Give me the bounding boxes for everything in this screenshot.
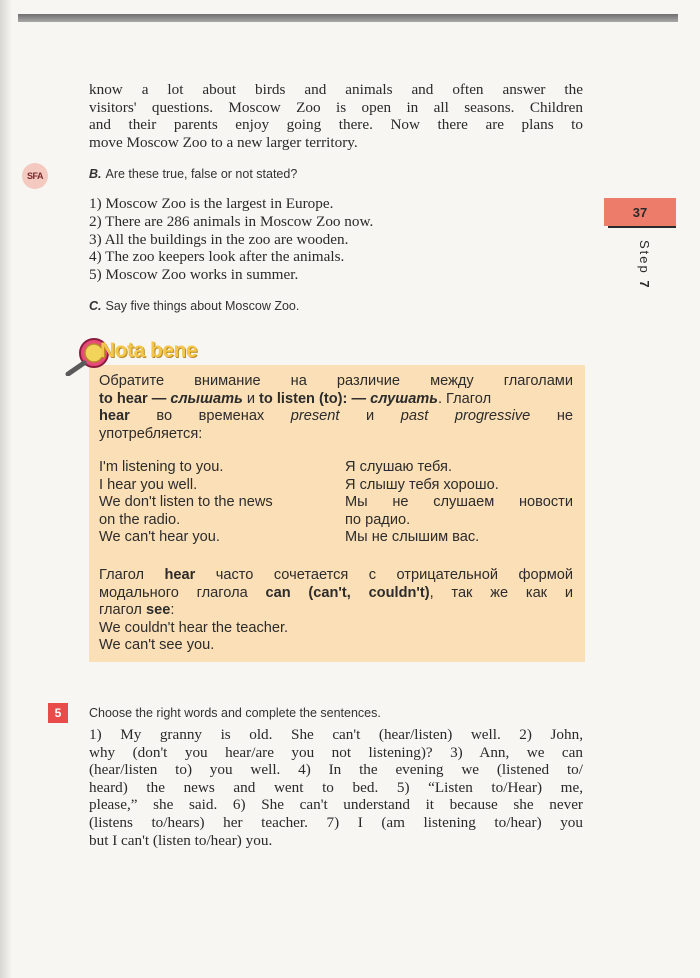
rule2-b: часто сочетается с отрицательной формой [195, 567, 573, 583]
example-en: on the radio. [99, 511, 181, 528]
list-item: 1) Moscow Zoo is the largest in Europe. [89, 195, 334, 212]
intro-paragraph [89, 81, 583, 151]
exercise-5-instruction: Choose the right words and complete the sentences. [89, 706, 381, 720]
page-edge-shadow [0, 0, 12, 978]
sfa-badge-icon: SFA [22, 163, 48, 189]
list-item: 5) Moscow Zoo works in summer. [89, 266, 299, 284]
list-item: 3) All the buildings in the zoo are wooden. [89, 230, 349, 248]
step-word: Step [637, 240, 652, 275]
nb-example: We couldn't hear the teacher. [99, 619, 289, 636]
page-number-rule [608, 226, 676, 228]
list-item: 2) There are 286 animals in Moscow Zoo now. [89, 212, 374, 230]
nb-line: Обратите внимание на различие между глаголами [99, 373, 573, 389]
example-ru: по радио. [345, 511, 411, 528]
task-c-heading [89, 299, 299, 313]
example-ru: Мы не слышим вас. [345, 529, 480, 546]
rule2-c: модального глагола [99, 584, 266, 601]
intro-line: know a lot about birds and animals and often answer the [89, 81, 583, 98]
rule2-hear: hear [164, 567, 196, 583]
ex5-line: (hear/listen to) you well. 4) In the evening we (listened to/ [89, 761, 583, 779]
intro-line: and their parents enjoy going there. Now there are plans to [89, 116, 583, 134]
hear-word: hear [99, 408, 130, 425]
step-number: 7 [637, 280, 652, 290]
list-item: 4) The zoo keepers look after the animals. [89, 248, 345, 266]
example-en: We can't hear you. [99, 529, 220, 546]
nb-rule-2 [99, 567, 573, 655]
examples-english [99, 459, 339, 547]
examples-russian [345, 459, 573, 547]
ex5-line: why (don't you hear/are you not listening)? 3) Ann, we can [89, 743, 583, 761]
nota-bene-logo-text: Nota bene [100, 339, 198, 362]
nb-line [99, 408, 573, 426]
page-number: 37 [604, 198, 676, 226]
present-word: present [290, 408, 340, 425]
example-ru: Я слышу тебя хорошо. [345, 476, 499, 493]
rule2-d: , так же как и [429, 584, 573, 601]
nota-bene-logo [60, 336, 220, 376]
ex5-line: 1) My granny is old. She can't (hear/listen) well. 2) John, [89, 726, 583, 743]
example-en: I hear you well. [99, 476, 198, 493]
exercise-5-text [89, 726, 583, 849]
example-ru: Я слушаю тебя. [345, 459, 452, 475]
ex5-line: please,” she said. 6) She can't understand it because she never [89, 796, 583, 814]
task-b-letter: B. [89, 167, 102, 181]
and-word: и [242, 390, 260, 407]
glagol-word: . Глагол [437, 390, 492, 407]
example-en: I'm listening to you. [99, 459, 224, 475]
dash: — [147, 390, 171, 407]
term-listen: to listen (to): [259, 390, 348, 407]
ru-listen: слушать [370, 390, 438, 407]
and-word: и [339, 408, 401, 425]
intro-line: move Moscow Zoo to a new larger territory. [89, 133, 358, 151]
nb-line: употребляется: [99, 425, 203, 442]
example-en: We don't listen to the news [99, 494, 273, 511]
nb-rule-1 [99, 373, 573, 443]
dash: — [347, 390, 371, 407]
example-ru: Мы не слушаем новости [345, 494, 573, 511]
ru-hear: слышать [170, 390, 243, 407]
intro-line: visitors' questions. Moscow Zoo is open in all seasons. Children [89, 98, 583, 116]
task-b-list [89, 195, 373, 284]
in-tenses: во временах [129, 408, 291, 425]
past-progressive-word: past progressive [400, 408, 531, 425]
task-c-letter: C. [89, 299, 102, 313]
exercise-5-badge: 5 [48, 703, 68, 723]
rule2-colon: : [170, 602, 175, 619]
ex5-line: (listens to/hears) her teacher. 7) I (am listening to/hear) you [89, 813, 583, 831]
task-b-instruction: Are these true, false or not stated? [105, 167, 298, 181]
rule2-can: can (can't, couldn't) [265, 584, 430, 601]
nb-line [99, 602, 573, 620]
nb-line [99, 567, 573, 585]
step-label [632, 240, 652, 320]
task-b-heading [89, 167, 297, 181]
top-edge-bar [18, 14, 678, 22]
rule2-a: Глагол [99, 567, 165, 583]
term-hear: to hear [99, 390, 148, 407]
ex5-line: but I can't (listen to/hear) you. [89, 831, 273, 849]
nb-line [99, 585, 573, 603]
rule2-e: глагол [99, 602, 147, 619]
rule2-see: see [146, 602, 171, 619]
ex5-line: heard) the news and went to bed. 5) “Listen to/Hear) me, [89, 778, 583, 796]
nb-example: We can't see you. [99, 637, 215, 654]
task-c-instruction: Say five things about Moscow Zoo. [105, 299, 300, 313]
ne-word: не [530, 408, 574, 425]
nb-line [99, 391, 573, 409]
